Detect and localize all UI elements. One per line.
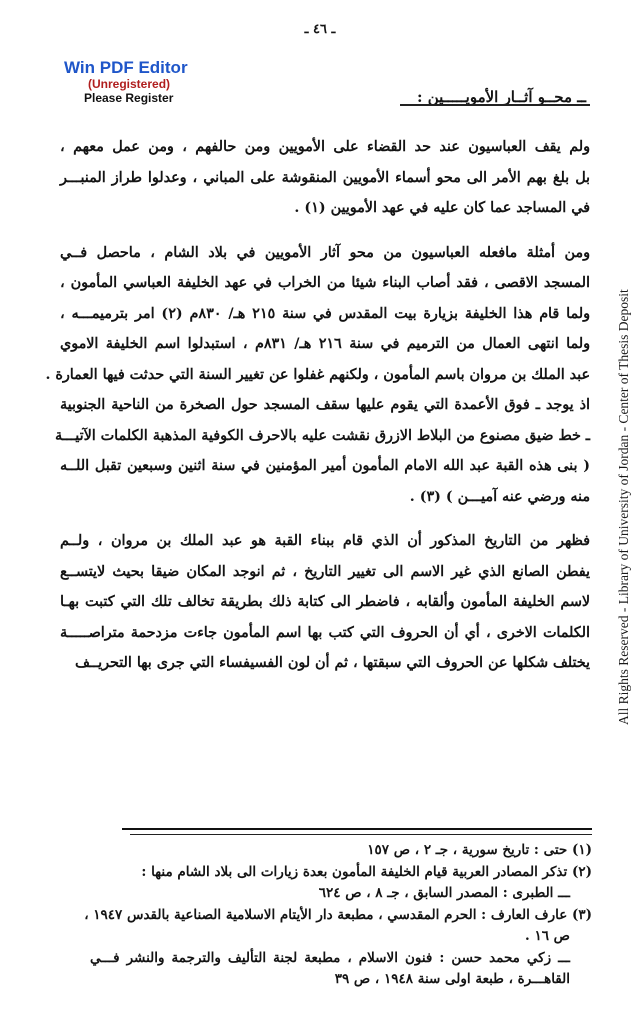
watermark-unregistered: (Unregistered) xyxy=(88,77,171,91)
paragraph-line: ولما انتهى العمال من الترميم في سنة ٢١٦ هـ/ ٨٣١م ، استبدلوا اسم الخليفة الاموي xyxy=(60,336,591,352)
paragraph-line: عبد الملك بن مروان باسم المأمون ، ولكنهم غفلوا عن تغيير السنة التي حدثت فيها العمارة . xyxy=(45,366,590,383)
paragraph-line: ولم يقف العباسيون عند حد القضاء على الأمويين ومن حالفهم ، ومن عمل معهم ، xyxy=(60,139,590,155)
watermark-register: Please Register xyxy=(84,91,174,105)
footnote-line: القاهـــرة ، طبعة اولى سنة ١٩٤٨ ، ص ٣٩ xyxy=(334,971,570,987)
footnote-separator-thick xyxy=(122,828,592,830)
paragraph-line: ولما قام هذا الخليفة بزيارة بيت المقدس في سنة ٢١٥ هـ/ ٨٣٠م (٢) امر بترميمـــه ، xyxy=(60,305,590,322)
paragraph-line: يفطن الصانع الذي غير الاسم الى تغيير التاريخ ، ثم انوجد المكان ضيقا بحيث لايتســع xyxy=(60,563,590,580)
heading-underline xyxy=(400,104,590,106)
paragraph-line: ( بنى هذه القبة عبد الله الامام المأمون أمير المؤمنين في سنة اثنين وسبعين تقبل اللــه xyxy=(60,458,590,474)
footnote-line: ـــ زكي محمد حسن : فنون الاسلام ، مطبعة لجنة التأليف والترجمة والنشر فـــي xyxy=(90,949,570,966)
paragraph-line: بل بلغ بهم الأمر الى محو أسماء الأمويين المنقوشة على المباني ، وعدلوا طراز المنبـــر xyxy=(60,169,590,186)
paragraph-line: اذ يوجد ـ فوق الأعمدة التي يقوم عليها سقف المسجد حول الصخرة من الناحية الجنوبية xyxy=(60,397,590,413)
paragraph-line: لاسم الخليفة المأمون وألقابه ، فاضطر الى كتابة ذلك بطريقة تخالف تلك التي كتبت بهـا xyxy=(60,594,590,610)
paragraph-line: الكلمات الاخرى ، أي أن الحروف التي كتب بها اسم المأمون جاءت مزدحمة متراصـــــة xyxy=(60,624,590,641)
paragraph-line: ومن أمثلة مافعله العباسيون من محو آثار الأمويين في بلاد الشام ، ماحصل فــي xyxy=(60,244,590,261)
footnote-line: ـــ الطبرى : المصدر السابق ، جـ ٨ ، ص ٦٢٤ xyxy=(318,885,570,901)
paragraph-gap xyxy=(60,512,590,526)
footnote-line: ص ١٦ . xyxy=(525,928,570,944)
paragraph-line: ـ خط ضيق مصنوع من البلاط الازرق نقشت عليه بالاحرف الكوفية المذهبة الكلمات الآتيـــة xyxy=(55,427,590,444)
body-text xyxy=(45,132,591,679)
copyright-side-label: All Rights Reserved - Library of University of Jordan - Center of Thesis Deposit xyxy=(616,289,631,726)
paragraph-line: في المساجد عما كان عليه في عهد الأمويين (١) . xyxy=(294,200,590,216)
footnote-separator-thin xyxy=(130,834,592,835)
footnotes xyxy=(84,840,592,991)
paragraph-line: منه ورضي عنه آميـــن ) (٣) . xyxy=(409,488,590,505)
section-heading: ــ محــو آثــار الأمويـــــين : xyxy=(416,88,586,106)
paragraph-line: المسجد الاقصى ، فقد أصاب البناء شيئا من الخراب في عهد الخليفة العباسي المأمون ، xyxy=(60,275,590,291)
footnote-line: (٣) عارف العارف : الحرم المقدسي ، مطبعة دار الأيتام الاسلامية الصناعية بالقدس ١٩٤٧ ، xyxy=(84,906,592,923)
paragraph-line: يختلف شكلها عن الحروف التي سبقتها ، ثم أن لون الفسيفساء التي جرى بها التحريــف xyxy=(74,655,590,671)
copyright-side-text xyxy=(612,190,636,825)
paragraph-line: فظهر من التاريخ المذكور أن الذي قام ببناء القبة هو عبد الملك بن مروان ، ولــم xyxy=(60,533,590,549)
footnote-line: (٢) تذكر المصادر العربية قيام الخليفة المأمون بعدة زيارات الى بلاد الشام منها : xyxy=(141,863,592,880)
pdf-editor-watermark xyxy=(64,58,234,106)
page-number: ـ ٤٦ ـ xyxy=(304,22,336,37)
footnote-line: (١) حتى : تاريخ سورية ، جـ ٢ ، ص ١٥٧ xyxy=(367,842,592,858)
watermark-title: Win PDF Editor xyxy=(64,58,188,77)
paragraph-gap xyxy=(60,224,590,238)
